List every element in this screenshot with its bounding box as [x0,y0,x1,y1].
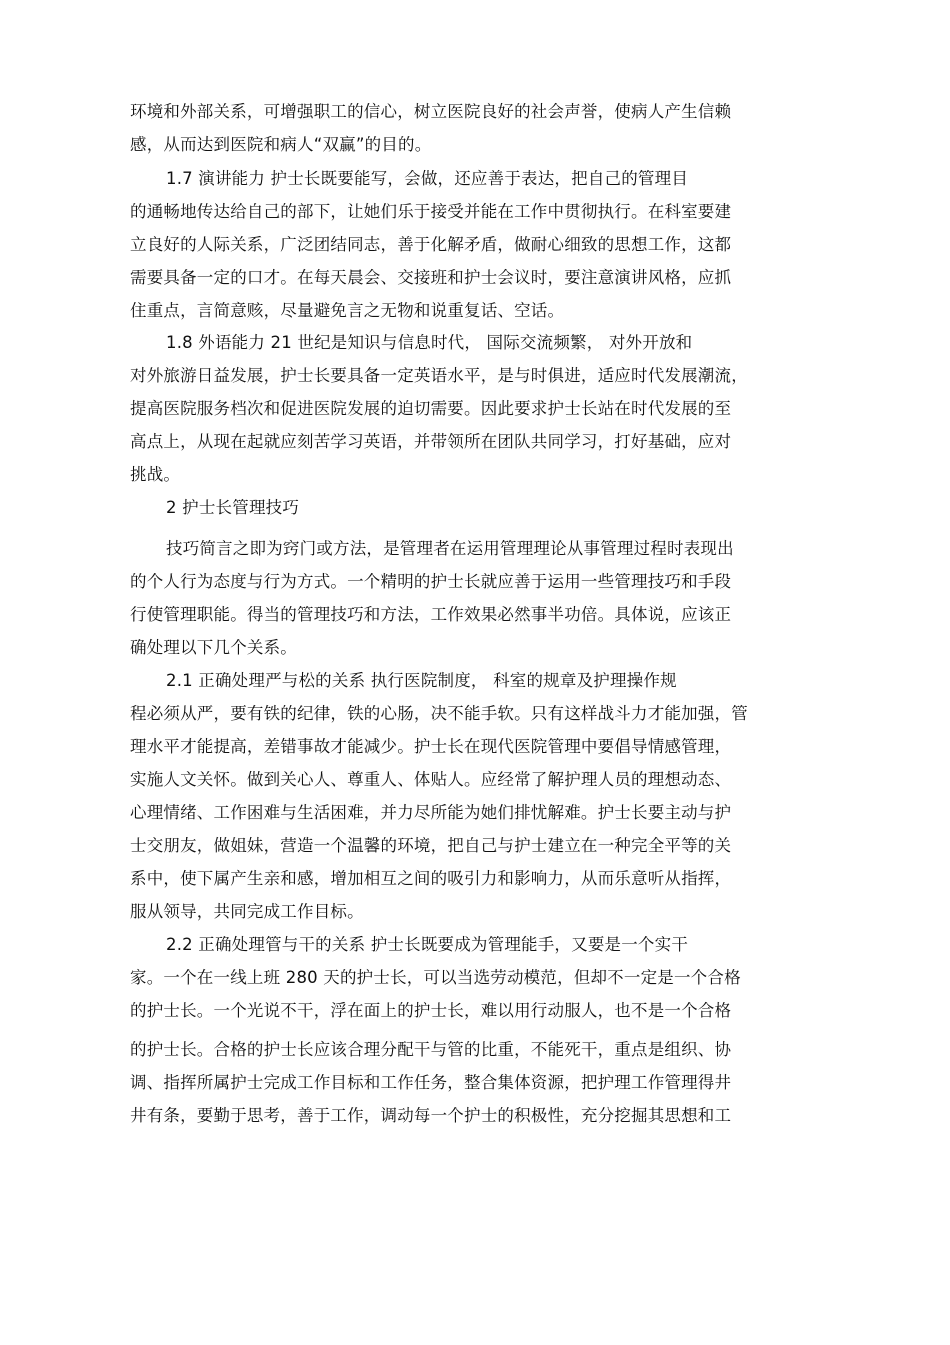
text-line: 系中，使下属产生亲和感，增加相互之间的吸引力和影响力，从而乐意听从指挥， [130,869,732,888]
text-line: 环境和外部关系，可增强职工的信心，树立医院良好的社会声誉，使病人产生信赖 [130,102,732,121]
text-line: 的通畅地传达给自己的部下，让她们乐于接受并能在工作中贯彻执行。在科室要建 [130,202,732,221]
text-line: 挑战。 [130,465,181,484]
text-line: 程必须从严，要有铁的纪律，铁的心肠，决不能手软。只有这样战斗力才能加强，管 [130,704,748,723]
text-line: 实施人文关怀。做到关心人、尊重人、体贴人。应经常了解护理人员的理想动态、 [130,770,732,789]
text-line: 的个人行为态度与行为方式。一个精明的护士长就应善于运用一些管理技巧和手段 [130,572,732,591]
text-line: 井有条，要勤于思考，善于工作，调动每一个护士的积极性，充分挖掘其思想和工 [130,1106,732,1125]
text-line: 确处理以下几个关系。 [130,638,297,657]
text-line: 调、指挥所属护士完成工作目标和工作任务，整合集体资源，把护理工作管理得井 [130,1073,732,1092]
text-line: 服从领导，共同完成工作目标。 [130,902,364,921]
text-line: 感，从而达到医院和病人“双赢”的目的。 [130,135,432,154]
section-2-heading: 2 护士长管理技巧 [166,498,300,517]
text-line: 家。一个在一线上班 280 天的护士长，可以当选劳动模范，但却不一定是一个合格 [130,968,741,987]
text-line: 立良好的人际关系，广泛团结同志，善于化解矛盾，做耐心细致的思想工作，这都 [130,235,732,254]
section-2-1-line: 2.1 正确处理严与松的关系 执行医院制度， 科室的规章及护理操作规 [166,671,677,690]
text-line: 对外旅游日益发展，护士长要具备一定英语水平，是与时俱进，适应时代发展潮流， [130,366,748,385]
text-line: 技巧简言之即为窍门或方法，是管理者在运用管理理论从事管理过程时表现出 [166,539,734,558]
text-line: 的护士长。一个光说不干，浮在面上的护士长，难以用行动服人，也不是一个合格 [130,1001,732,1020]
section-2-2-line: 2.2 正确处理管与干的关系 护士长既要成为管理能手，又要是一个实干 [166,935,689,954]
section-1-8-line: 1.8 外语能力 21 世纪是知识与信息时代， 国际交流频繁， 对外开放和 [166,333,693,352]
text-line: 行使管理职能。得当的管理技巧和方法，工作效果必然事半功倍。具体说，应该正 [130,605,732,624]
section-1-7-line: 1.7 演讲能力 护士长既要能写，会做，还应善于表达，把自己的管理目 [166,169,689,188]
text-line: 心理情绪、工作困难与生活困难，并力尽所能为她们排忧解难。护士长要主动与护 [130,803,732,822]
text-line: 理水平才能提高，差错事故才能减少。护士长在现代医院管理中要倡导情感管理， [130,737,732,756]
text-line: 需要具备一定的口才。在每天晨会、交接班和护士会议时，要注意演讲风格，应抓 [130,268,732,287]
text-line: 的护士长。合格的护士长应该合理分配干与管的比重，不能死干，重点是组织、协 [130,1040,732,1059]
text-line: 士交朋友，做姐妹，营造一个温馨的环境，把自己与护士建立在一种完全平等的关 [130,836,732,855]
text-line: 高点上，从现在起就应刻苦学习英语，并带领所在团队共同学习，打好基础，应对 [130,432,732,451]
text-line: 住重点，言简意赅，尽量避免言之无物和说重复话、空话。 [130,301,565,320]
text-line: 提高医院服务档次和促进医院发展的迫切需要。因此要求护士长站在时代发展的至 [130,399,732,418]
